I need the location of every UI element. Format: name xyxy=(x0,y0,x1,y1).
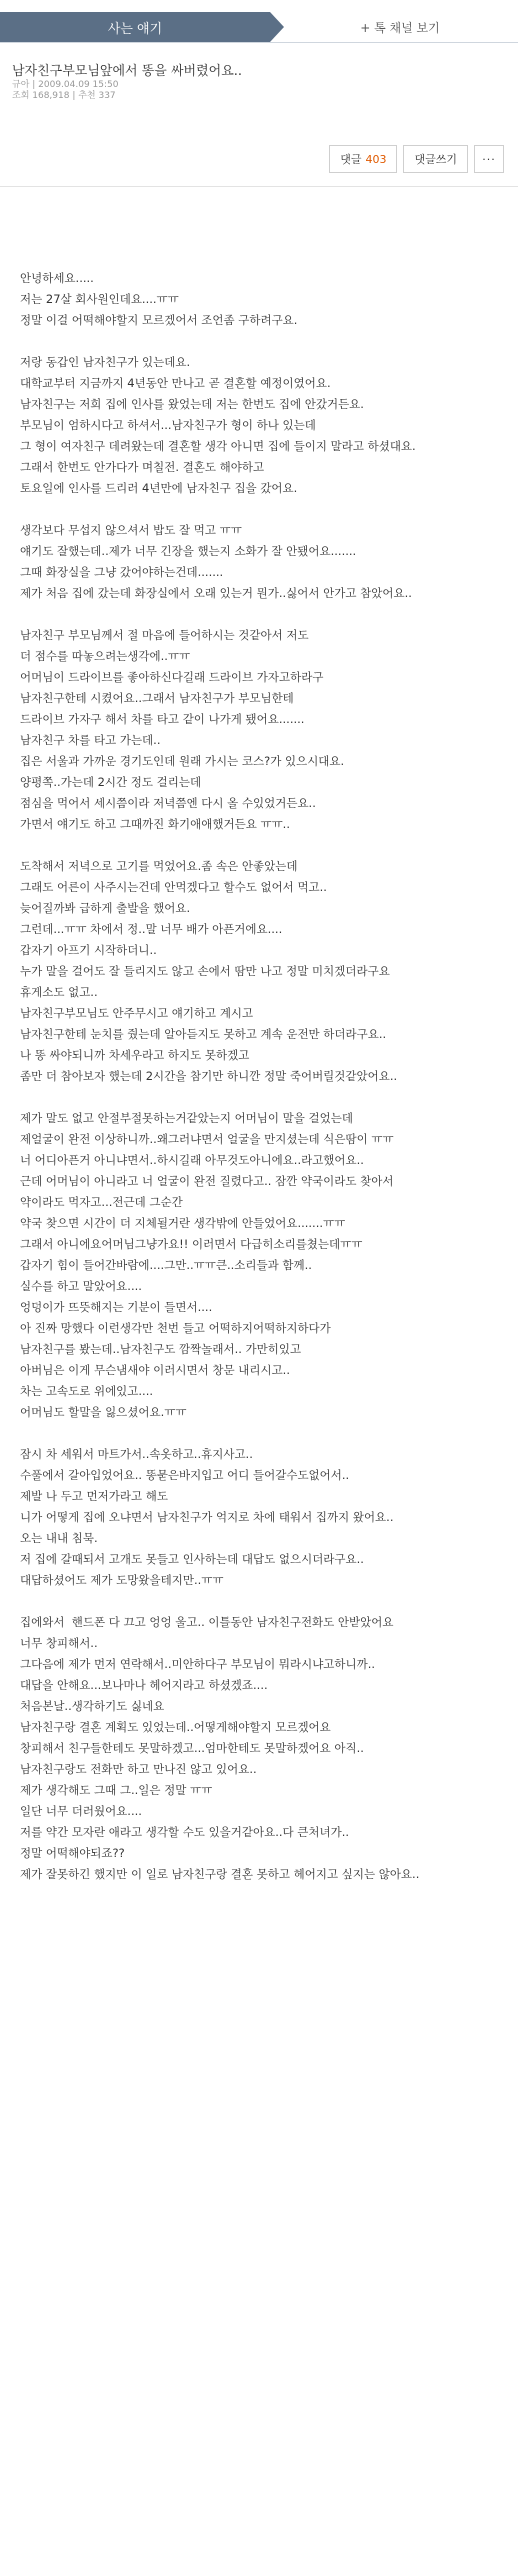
body-line: 수풀에서 갈아입었어요.. 똥묻은바지입고 어디 들어갈수도없어서.. xyxy=(20,1468,350,1482)
body-line: 남자친구 부모님께서 절 마음에 들어하시는 것같아서 저도 xyxy=(20,628,309,642)
body-line: 그런데...ㅠㅠ 차에서 정..말 너무 배가 아픈거에요.... xyxy=(20,922,283,936)
body-line: 너무 창피해서.. xyxy=(20,1636,98,1650)
body-line: 가면서 얘기도 하고 그때까진 화기애애했거든요 ㅠㅠ.. xyxy=(20,817,290,831)
body-line: 도착해서 저녁으로 고기를 먹었어요.좀 속은 안좋았는데 xyxy=(20,859,298,873)
body-line: 저를 약간 모자란 애라고 생각할 수도 있을거같아요..다 큰처녀가.. xyxy=(20,1825,350,1839)
comment-toolbar xyxy=(329,145,504,173)
body-line: 집에와서 핸드폰 다 끄고 엉엉 울고.. 이틀동안 남자친구전화도 안받았어요 xyxy=(20,1615,394,1629)
body-line: 어머님도 할말을 잃으셨어요.ㅠㅠ xyxy=(20,1405,187,1419)
body-line: 남자친구는 저희 집에 인사를 왔었는데 저는 한번도 집에 안갔거든요. xyxy=(20,397,364,411)
tab-divider xyxy=(0,42,518,43)
body-line xyxy=(20,835,510,856)
body-line: 그래서 한번도 안가다가 며칠전. 결혼도 해야하고 xyxy=(20,460,265,474)
body-line xyxy=(20,1591,510,1612)
body-line: 처음본날..생각하기도 싫네요 xyxy=(20,1699,165,1713)
body-line: 대학교부터 지금까지 4년동안 만나고 곧 결혼할 예정이였어요. xyxy=(20,376,331,390)
body-line: 저 집에 갈때되서 고개도 못들고 인사하는데 대답도 없으시더라구요.. xyxy=(20,1552,364,1566)
body-line: 차는 고속도로 위에있고.... xyxy=(20,1384,154,1398)
body-line: 남자친구한테 눈치를 줬는데 알아듣지도 못하고 계속 운전만 하더라구요.. xyxy=(20,1027,387,1041)
body-line: 오는 내내 침묵. xyxy=(20,1531,98,1545)
write-comment-button[interactable]: 댓글쓰기 xyxy=(403,145,468,173)
body-line: 토요일에 인사를 드리러 4년만에 남자친구 집을 갔어요. xyxy=(20,481,298,495)
body-line: 제얼굴이 완전 이상하니까..왜그러냐면서 얼굴을 만지셨는데 식은땀이 ㅠㅠ xyxy=(20,1132,394,1146)
body-line: 일단 너무 더러웠어요.... xyxy=(20,1804,142,1818)
body-line: 창피해서 친구들한테도 못말하겠고...엄마한테도 못말하겠어요 아직.. xyxy=(20,1741,364,1755)
body-line: 그래서 아니에요어머님그냥가요!! 이러면서 다급히소리를쳤는데ㅠㅠ xyxy=(20,1237,363,1251)
body-line: 그다음에 제가 먼저 연락해서..미안하다구 부모님이 뭐라시냐고하니까.. xyxy=(20,1657,376,1671)
body-line: 집은 서울과 가까운 경기도인데 원래 가시는 코스?가 있으시대요. xyxy=(20,754,345,768)
body-line xyxy=(20,604,510,625)
body-line: 나 똥 싸야되니까 차세우라고 하지도 못하겠고 xyxy=(20,1048,250,1062)
comment-count: 403 xyxy=(365,152,387,166)
body-line: 갑자기 힘이 들어간바람에....그만..ㅠㅠ큰..소리들과 함께.. xyxy=(20,1258,312,1272)
channel-tabs xyxy=(0,0,518,44)
body-line: 갑자기 아프기 시작하더니.. xyxy=(20,943,157,957)
body-line: 제발 나 두고 먼저가라고 해도 xyxy=(20,1489,168,1503)
comments-button[interactable] xyxy=(329,145,397,173)
comments-label: 댓글 xyxy=(340,153,362,166)
body-line: 안녕하세요..... xyxy=(20,271,94,285)
body-line: 부모님이 엄하시다고 하셔서...남자친구가 형이 하나 있는데 xyxy=(20,418,316,432)
body-line: 그래도 어른이 사주시는건데 안먹겠다고 할수도 없어서 먹고.. xyxy=(20,880,327,894)
body-line: 약이라도 먹자고...전근데 그순간 xyxy=(20,1195,183,1209)
body-line: 제가 처음 집에 갔는데 화장실에서 오래 있는거 뭔가..싫어서 안가고 참았어요.. xyxy=(20,586,412,600)
body-line: 대답하셨어도 제가 도망왔을테지만..ㅠㅠ xyxy=(20,1573,224,1587)
post-meta xyxy=(12,80,118,102)
body-line: 정말 이걸 어떡해야할지 모르겠어서 조언좀 구하려구요. xyxy=(20,313,298,327)
body-line: 어머님이 드라이브를 좋아하신다길래 드라이브 가자고하라구 xyxy=(20,670,324,684)
post-title: 남자친구부모님앞에서 똥을 싸버렸어요.. xyxy=(12,64,243,79)
body-line xyxy=(20,331,510,352)
body-line: 그 형이 여자친구 데려왔는데 결혼할 생각 아니면 집에 들이지 말라고 하셨대요. xyxy=(20,439,416,453)
body-line: 아 진짜 망했다 이런생각만 천번 들고 어떡하지어떡하지하다가 xyxy=(20,1321,331,1335)
body-line: 남자친구한테 시켰어요..그래서 남자친구가 부모님한테 xyxy=(20,691,294,705)
body-line: 남자친구랑 결혼 계획도 있었는데..어떻게해야할지 모르겠어요 xyxy=(20,1720,331,1734)
body-line: 점심을 먹어서 세시쯤이라 저녁쯤엔 다시 올 수있었거든요.. xyxy=(20,796,316,810)
body-line xyxy=(20,1087,510,1108)
body-line: 남자친구 차를 타고 가는데.. xyxy=(20,733,161,747)
body-line: 생각보다 무섭지 않으셔서 밥도 잘 먹고 ㅠㅠ xyxy=(20,523,242,537)
body-line: 더 점수를 따놓으려는생각에..ㅠㅠ xyxy=(20,649,191,663)
body-line xyxy=(20,499,510,520)
body-line: 남자친구랑도 전화만 하고 만나진 않고 있어요.. xyxy=(20,1762,257,1776)
body-line: 아버님은 이게 무슨냄새야 이러시면서 창문 내리시고.. xyxy=(20,1363,290,1377)
post-body xyxy=(20,268,510,1885)
body-line: 휴게소도 없고.. xyxy=(20,985,98,999)
tab-life-story[interactable]: 사는 얘기 xyxy=(0,12,270,42)
body-line: 좀만 더 참아보자 했는데 2시간을 참기만 하니깐 정말 죽어버릴것같았어요.. xyxy=(20,1069,398,1083)
post-author-date: 규아 | 2009.04.09 15:50 xyxy=(12,80,119,90)
body-line: 잠시 차 세워서 마트가서..속옷하고..휴지사고.. xyxy=(20,1447,253,1461)
body-line xyxy=(20,1423,510,1444)
more-options-button[interactable]: ··· xyxy=(474,145,504,173)
body-line: 양평쪽..가는데 2시간 정도 걸리는데 xyxy=(20,775,202,789)
body-line: 남자친구를 봤는데..남자친구도 깜짝놀래서.. 가만히있고 xyxy=(20,1342,302,1356)
body-line: 제가 생각해도 그때 그..일은 정말 ㅠㅠ xyxy=(20,1783,213,1797)
body-line: 남자친구부모님도 안주무시고 얘기하고 계시고 xyxy=(20,1006,254,1020)
body-line: 니가 어떻게 집에 오냐면서 남자친구가 억지로 차에 태워서 집까지 왔어요.. xyxy=(20,1510,394,1524)
tab-view-channels[interactable]: + 톡 채널 보기 xyxy=(360,20,440,35)
body-line: 실수를 하고 말았어요.... xyxy=(20,1279,142,1293)
post-stats: 조회 168,918 | 추천 337 xyxy=(12,91,116,101)
body-line: 너 어디아픈거 아니냐면서..하시길래 아무것도아니에요..라고했어요.. xyxy=(20,1153,364,1167)
body-line: 제가 잘못하긴 했지만 이 일로 남자친구랑 결혼 못하고 헤어지고 싶지는 않아요.. xyxy=(20,1867,420,1881)
body-line: 대답을 안해요...보나마나 헤어지라고 하셨겠죠.... xyxy=(20,1678,268,1692)
body-line: 저랑 동갑인 남자친구가 있는데요. xyxy=(20,355,191,369)
header-divider xyxy=(0,186,518,187)
body-line: 엉덩이가 뜨뜻해지는 기분이 들면서.... xyxy=(20,1300,213,1314)
body-line: 저는 27살 회사원인데요....ㅠㅠ xyxy=(20,292,179,306)
body-line: 드라이브 가자구 해서 차를 타고 같이 나가게 됐어요....... xyxy=(20,712,305,726)
body-line: 제가 말도 없고 안절부절못하는거같았는지 어머님이 말을 걸었는데 xyxy=(20,1111,353,1125)
body-line: 그때 화장실을 그냥 갔어야하는건데....... xyxy=(20,565,224,579)
body-line: 근데 어머님이 아니라고 너 얼굴이 완전 질렸다고.. 잠깐 약국이라도 찾아서 xyxy=(20,1174,394,1188)
body-line: 늦어질까봐 급하게 출발을 했어요. xyxy=(20,901,191,915)
body-line: 얘기도 잘했는데..제가 너무 긴장을 했는지 소화가 잘 안됐어요....... xyxy=(20,544,357,558)
body-line: 정말 어떡해야되죠?? xyxy=(20,1846,125,1860)
body-line: 약국 찾으면 시간이 더 지체될거란 생각밖에 안들었어요.......ㅠㅠ xyxy=(20,1216,346,1230)
body-line: 누가 말을 걸어도 잘 들리지도 않고 손에서 땀만 나고 정말 미치겠더라구요 xyxy=(20,964,390,978)
